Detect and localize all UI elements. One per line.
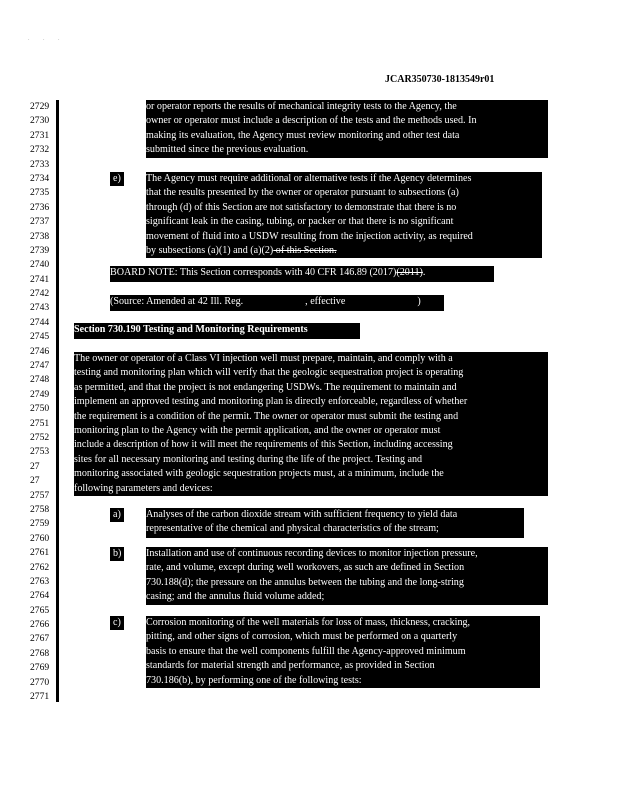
line-number: 2732 (30, 144, 50, 156)
line-number: 2762 (30, 561, 50, 573)
line-number: 2734 (30, 172, 50, 184)
item-a (146, 508, 524, 538)
item-label-b: b) (110, 547, 124, 561)
text-line: monitoring plan to the Agency with the permit application, and the owner or operator must (74, 424, 441, 436)
source-note (110, 295, 444, 311)
line-number: 2747 (30, 360, 50, 372)
line-number: 2758 (30, 503, 50, 515)
paragraph-e (146, 172, 542, 258)
line-number: 27 (30, 475, 40, 487)
line-number: 2742 (30, 288, 50, 300)
line-number: 2735 (30, 187, 50, 199)
text-line: monitoring associated with geologic sequestration projects must, at a minimum, include the (74, 468, 444, 480)
deleted-text: of this Section. (273, 244, 337, 256)
item-c (146, 616, 540, 688)
line-number: 2761 (30, 547, 50, 559)
line-number: 2748 (30, 374, 50, 386)
text-line (110, 295, 444, 309)
scan-artifact: . . . (28, 36, 66, 42)
text-line: through (d) of this Section are not satisfactory to demonstrate that there is no (146, 201, 457, 213)
line-number: 2738 (30, 230, 50, 242)
item-label-c: c) (110, 616, 124, 630)
line-number: 2749 (30, 388, 50, 400)
line-number: 2737 (30, 216, 50, 228)
line-number: 27 (30, 460, 40, 472)
line-number: 2764 (30, 590, 50, 602)
text-line: 730.188(d); the pressure on the annulus between the tubing and the long-string (146, 576, 464, 588)
text-line: or operator reports the results of mechanical integrity tests to the Agency, the (146, 101, 457, 112)
blank-field (243, 296, 305, 307)
line-number: 2750 (30, 403, 50, 415)
line-number: 2757 (30, 489, 50, 501)
line-number: 2765 (30, 604, 50, 616)
text-line: the requirement is a condition of the permit. The owner or operator must submit the testing and (74, 410, 459, 422)
text-line: basis to ensure that the well components fulfill the Agency-approved minimum (146, 645, 466, 657)
line-number: 2766 (30, 619, 50, 631)
text-line: submitted since the previous evaluation. (146, 144, 309, 156)
text-span: BOARD NOTE: This Section corresponds with 40 CFR 146.89 (2017) (110, 267, 397, 278)
item-b (146, 547, 548, 605)
line-number: 2759 (30, 518, 50, 530)
text-line: rate, and volume, except during well workovers, as such are defined in Section (146, 562, 465, 574)
paragraph-intro (146, 100, 548, 158)
line-number: 2770 (30, 676, 50, 688)
text-span: , effective (305, 296, 346, 307)
line-number: 2751 (30, 417, 50, 429)
line-number: 2729 (30, 101, 50, 112)
text-line: casing; and the annulus fluid volume added; (146, 591, 325, 603)
text-line: standards for material strength and performance, as provided in Section (146, 660, 435, 672)
line-number: 2767 (30, 633, 50, 645)
line-number: 2752 (30, 431, 50, 443)
line-number: 2741 (30, 273, 50, 285)
line-number: 2731 (30, 129, 50, 141)
text-line: significant leak in the casing, tubing, or packer or that there is no significant (146, 216, 454, 228)
blank-field (345, 296, 417, 307)
text-line: testing and monitoring plan which will verify that the geologic sequestration project is operating (74, 367, 464, 379)
line-number: 2769 (30, 662, 50, 674)
text-line: sites for all necessary monitoring and testing during the life of the project. Testing and (74, 453, 423, 465)
line-number: 2745 (30, 331, 50, 343)
line-number: 2753 (30, 446, 50, 458)
board-note (110, 266, 494, 282)
line-number: 2730 (30, 115, 50, 127)
document-id-header: JCAR350730-1813549r01 (385, 74, 495, 85)
text-line: as permitted, and that the project is not endangering USDWs. The requirement to maintain and (74, 381, 457, 393)
text-line (110, 266, 494, 280)
section-heading (74, 323, 360, 339)
text-line: owner or operator must include a description of the tests and the methods used. In (146, 115, 477, 127)
text-line: 730.186(b), by performing one of the following tests: (146, 674, 362, 686)
margin-rule (56, 100, 59, 702)
text-line: pitting, and other signs of corrosion, which must be performed on a quarterly (146, 631, 458, 643)
line-number: 2771 (30, 691, 50, 703)
text-line: representative of the chemical and physical characteristics of the stream; (146, 523, 439, 535)
line-number: 2733 (30, 158, 50, 170)
heading-text: Section 730.190 Testing and Monitoring Requirements (74, 324, 308, 335)
subsection-label-e: e) (110, 172, 124, 186)
text-line (146, 244, 542, 258)
section-body (74, 352, 548, 496)
text-line: The Agency must require additional or alternative tests if the Agency determines (146, 173, 472, 184)
item-label-a: a) (110, 508, 124, 522)
line-number: 2744 (30, 316, 50, 328)
line-number: 2768 (30, 647, 50, 659)
line-number: 2746 (30, 345, 50, 357)
text-line: making its evaluation, the Agency must review monitoring and other test data (146, 129, 460, 141)
line-number: 2739 (30, 244, 50, 256)
text-line: Analyses of the carbon dioxide stream with sufficient frequency to yield data (146, 509, 458, 520)
text-line: following parameters and devices: (74, 482, 213, 494)
line-number: 2736 (30, 201, 50, 213)
text-span: ) (417, 296, 421, 307)
text-line: Installation and use of continuous recording devices to monitor injection pressure, (146, 548, 478, 559)
text-span: . (422, 267, 426, 278)
text-line: The owner or operator of a Class VI injection well must prepare, maintain, and comply with a (74, 353, 453, 364)
text-line: implement an approved testing and monitoring plan is directly enforceable, regardless of whether (74, 396, 468, 408)
text-line: that the results presented by the owner or operator pursuant to subsections (a) (146, 187, 459, 199)
line-number: 2760 (30, 532, 50, 544)
text-span: by subsections (a)(1) and (a)(2) (146, 244, 274, 256)
line-number: 2743 (30, 302, 50, 314)
text-line: Corrosion monitoring of the well materials for loss of mass, thickness, cracking, (146, 617, 471, 628)
deleted-text: (2011) (396, 267, 423, 278)
text-line: include a description of how it will meet the requirements of this Section, including accessing (74, 439, 453, 451)
text-span: (Source: Amended at 42 Ill. Reg. (110, 296, 244, 307)
text-line: movement of fluid into a USDW resulting from the injection activity, as required (146, 230, 473, 242)
line-number: 2763 (30, 575, 50, 587)
line-number: 2740 (30, 259, 50, 271)
line-number-column (30, 100, 56, 704)
